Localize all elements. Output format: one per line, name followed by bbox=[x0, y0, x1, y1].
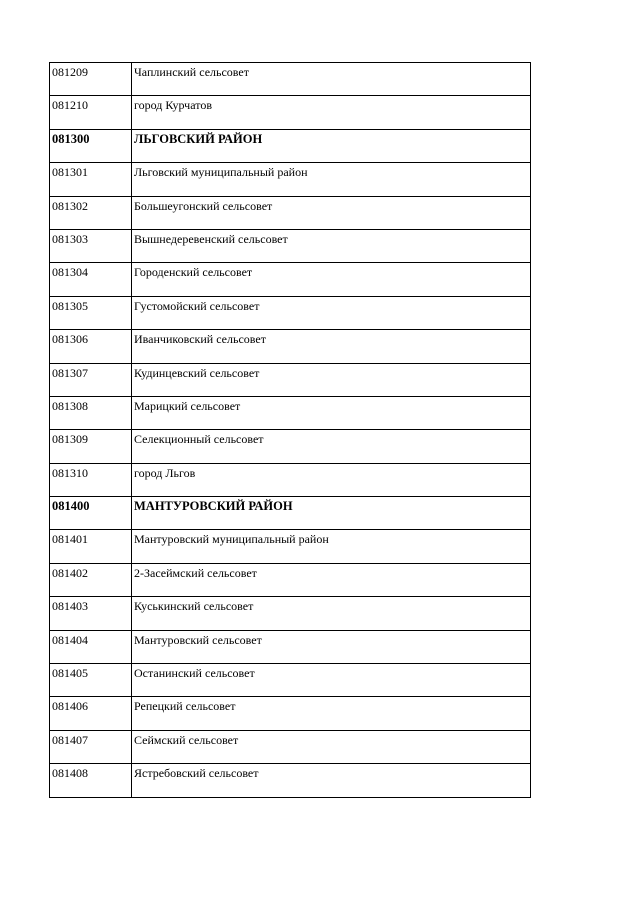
code-text: 081300 bbox=[52, 131, 90, 146]
table-row bbox=[50, 664, 531, 697]
name-cell bbox=[132, 497, 531, 530]
code-text: 081304 bbox=[52, 265, 88, 280]
code-text: 081301 bbox=[52, 165, 88, 180]
name-text: Куськинский сельсовет bbox=[134, 599, 254, 614]
name-cell bbox=[132, 764, 531, 797]
table-row bbox=[50, 63, 531, 96]
district-header-row bbox=[50, 129, 531, 162]
code-text: 081406 bbox=[52, 699, 88, 714]
table-row bbox=[50, 296, 531, 329]
code-cell bbox=[50, 597, 132, 630]
code-cell bbox=[50, 497, 132, 530]
table-row bbox=[50, 563, 531, 596]
name-text: Репецкий сельсовет bbox=[134, 699, 236, 714]
code-cell bbox=[50, 63, 132, 96]
code-cell bbox=[50, 330, 132, 363]
name-text: 2-Засеймский сельсовет bbox=[134, 565, 257, 580]
name-text: город Курчатов bbox=[134, 98, 212, 113]
name-text: Мантуровский сельсовет bbox=[134, 632, 262, 647]
name-cell bbox=[132, 730, 531, 763]
name-text: Ястребовский сельсовет bbox=[134, 766, 259, 781]
code-table bbox=[49, 62, 531, 798]
name-text: МАНТУРОВСКИЙ РАЙОН bbox=[134, 499, 293, 514]
code-cell bbox=[50, 430, 132, 463]
name-text: Городенский сельсовет bbox=[134, 265, 253, 280]
name-text: Мантуровский муниципальный район bbox=[134, 532, 329, 547]
name-cell bbox=[132, 363, 531, 396]
table-row bbox=[50, 430, 531, 463]
name-cell bbox=[132, 430, 531, 463]
code-text: 081303 bbox=[52, 231, 88, 246]
table-row bbox=[50, 597, 531, 630]
code-text: 081402 bbox=[52, 565, 88, 580]
table-row bbox=[50, 96, 531, 129]
name-text: Большеугонский сельсовет bbox=[134, 198, 273, 213]
code-cell bbox=[50, 396, 132, 429]
code-text: 081400 bbox=[52, 499, 90, 514]
name-cell bbox=[132, 96, 531, 129]
name-cell bbox=[132, 163, 531, 196]
name-cell bbox=[132, 396, 531, 429]
name-text: ЛЬГОВСКИЙ РАЙОН bbox=[134, 131, 263, 146]
code-cell bbox=[50, 764, 132, 797]
name-cell bbox=[132, 63, 531, 96]
name-text: Вышнедеревенский сельсовет bbox=[134, 231, 288, 246]
code-cell bbox=[50, 630, 132, 663]
district-header-row bbox=[50, 497, 531, 530]
code-cell bbox=[50, 697, 132, 730]
name-text: Иванчиковский сельсовет bbox=[134, 332, 266, 347]
table-row bbox=[50, 697, 531, 730]
table-row bbox=[50, 764, 531, 797]
name-text: Сеймский сельсовет bbox=[134, 732, 239, 747]
code-cell bbox=[50, 196, 132, 229]
code-cell bbox=[50, 229, 132, 262]
code-text: 081407 bbox=[52, 732, 88, 747]
name-text: Льговский муниципальный район bbox=[134, 165, 308, 180]
code-cell bbox=[50, 96, 132, 129]
code-table-body bbox=[50, 63, 531, 798]
name-text: Густомойский сельсовет bbox=[134, 298, 260, 313]
name-cell bbox=[132, 229, 531, 262]
code-text: 081309 bbox=[52, 432, 88, 447]
code-text: 081308 bbox=[52, 398, 88, 413]
table-row bbox=[50, 330, 531, 363]
table-row bbox=[50, 530, 531, 563]
name-cell bbox=[132, 697, 531, 730]
table-row bbox=[50, 163, 531, 196]
name-text: Кудинцевский сельсовет bbox=[134, 365, 260, 380]
name-cell bbox=[132, 296, 531, 329]
code-text: 081307 bbox=[52, 365, 88, 380]
code-text: 081408 bbox=[52, 766, 88, 781]
table-row bbox=[50, 263, 531, 296]
code-text: 081310 bbox=[52, 465, 88, 480]
table-row bbox=[50, 630, 531, 663]
code-text: 081401 bbox=[52, 532, 88, 547]
name-cell bbox=[132, 530, 531, 563]
table-row bbox=[50, 463, 531, 496]
table-row bbox=[50, 229, 531, 262]
code-cell bbox=[50, 563, 132, 596]
code-cell bbox=[50, 129, 132, 162]
name-text: Останинский сельсовет bbox=[134, 666, 255, 681]
code-cell bbox=[50, 163, 132, 196]
code-cell bbox=[50, 263, 132, 296]
table-row bbox=[50, 396, 531, 429]
code-text: 081210 bbox=[52, 98, 88, 113]
name-cell bbox=[132, 630, 531, 663]
code-text: 081405 bbox=[52, 666, 88, 681]
code-cell bbox=[50, 463, 132, 496]
code-cell bbox=[50, 730, 132, 763]
name-cell bbox=[132, 330, 531, 363]
name-cell bbox=[132, 597, 531, 630]
name-text: Марицкий сельсовет bbox=[134, 398, 241, 413]
code-text: 081302 bbox=[52, 198, 88, 213]
code-cell bbox=[50, 530, 132, 563]
code-cell bbox=[50, 296, 132, 329]
name-cell bbox=[132, 129, 531, 162]
name-cell bbox=[132, 263, 531, 296]
code-text: 081306 bbox=[52, 332, 88, 347]
table-row bbox=[50, 363, 531, 396]
table-row bbox=[50, 196, 531, 229]
name-cell bbox=[132, 664, 531, 697]
name-cell bbox=[132, 463, 531, 496]
code-text: 081209 bbox=[52, 65, 88, 79]
name-text: Селекционный сельсовет bbox=[134, 432, 264, 447]
code-text: 081305 bbox=[52, 298, 88, 313]
code-text: 081403 bbox=[52, 599, 88, 614]
code-cell bbox=[50, 664, 132, 697]
code-cell bbox=[50, 363, 132, 396]
name-cell bbox=[132, 563, 531, 596]
name-cell bbox=[132, 196, 531, 229]
name-text: город Льгов bbox=[134, 465, 196, 480]
name-text: Чаплинский сельсовет bbox=[134, 65, 249, 79]
table-row bbox=[50, 730, 531, 763]
code-text: 081404 bbox=[52, 632, 88, 647]
